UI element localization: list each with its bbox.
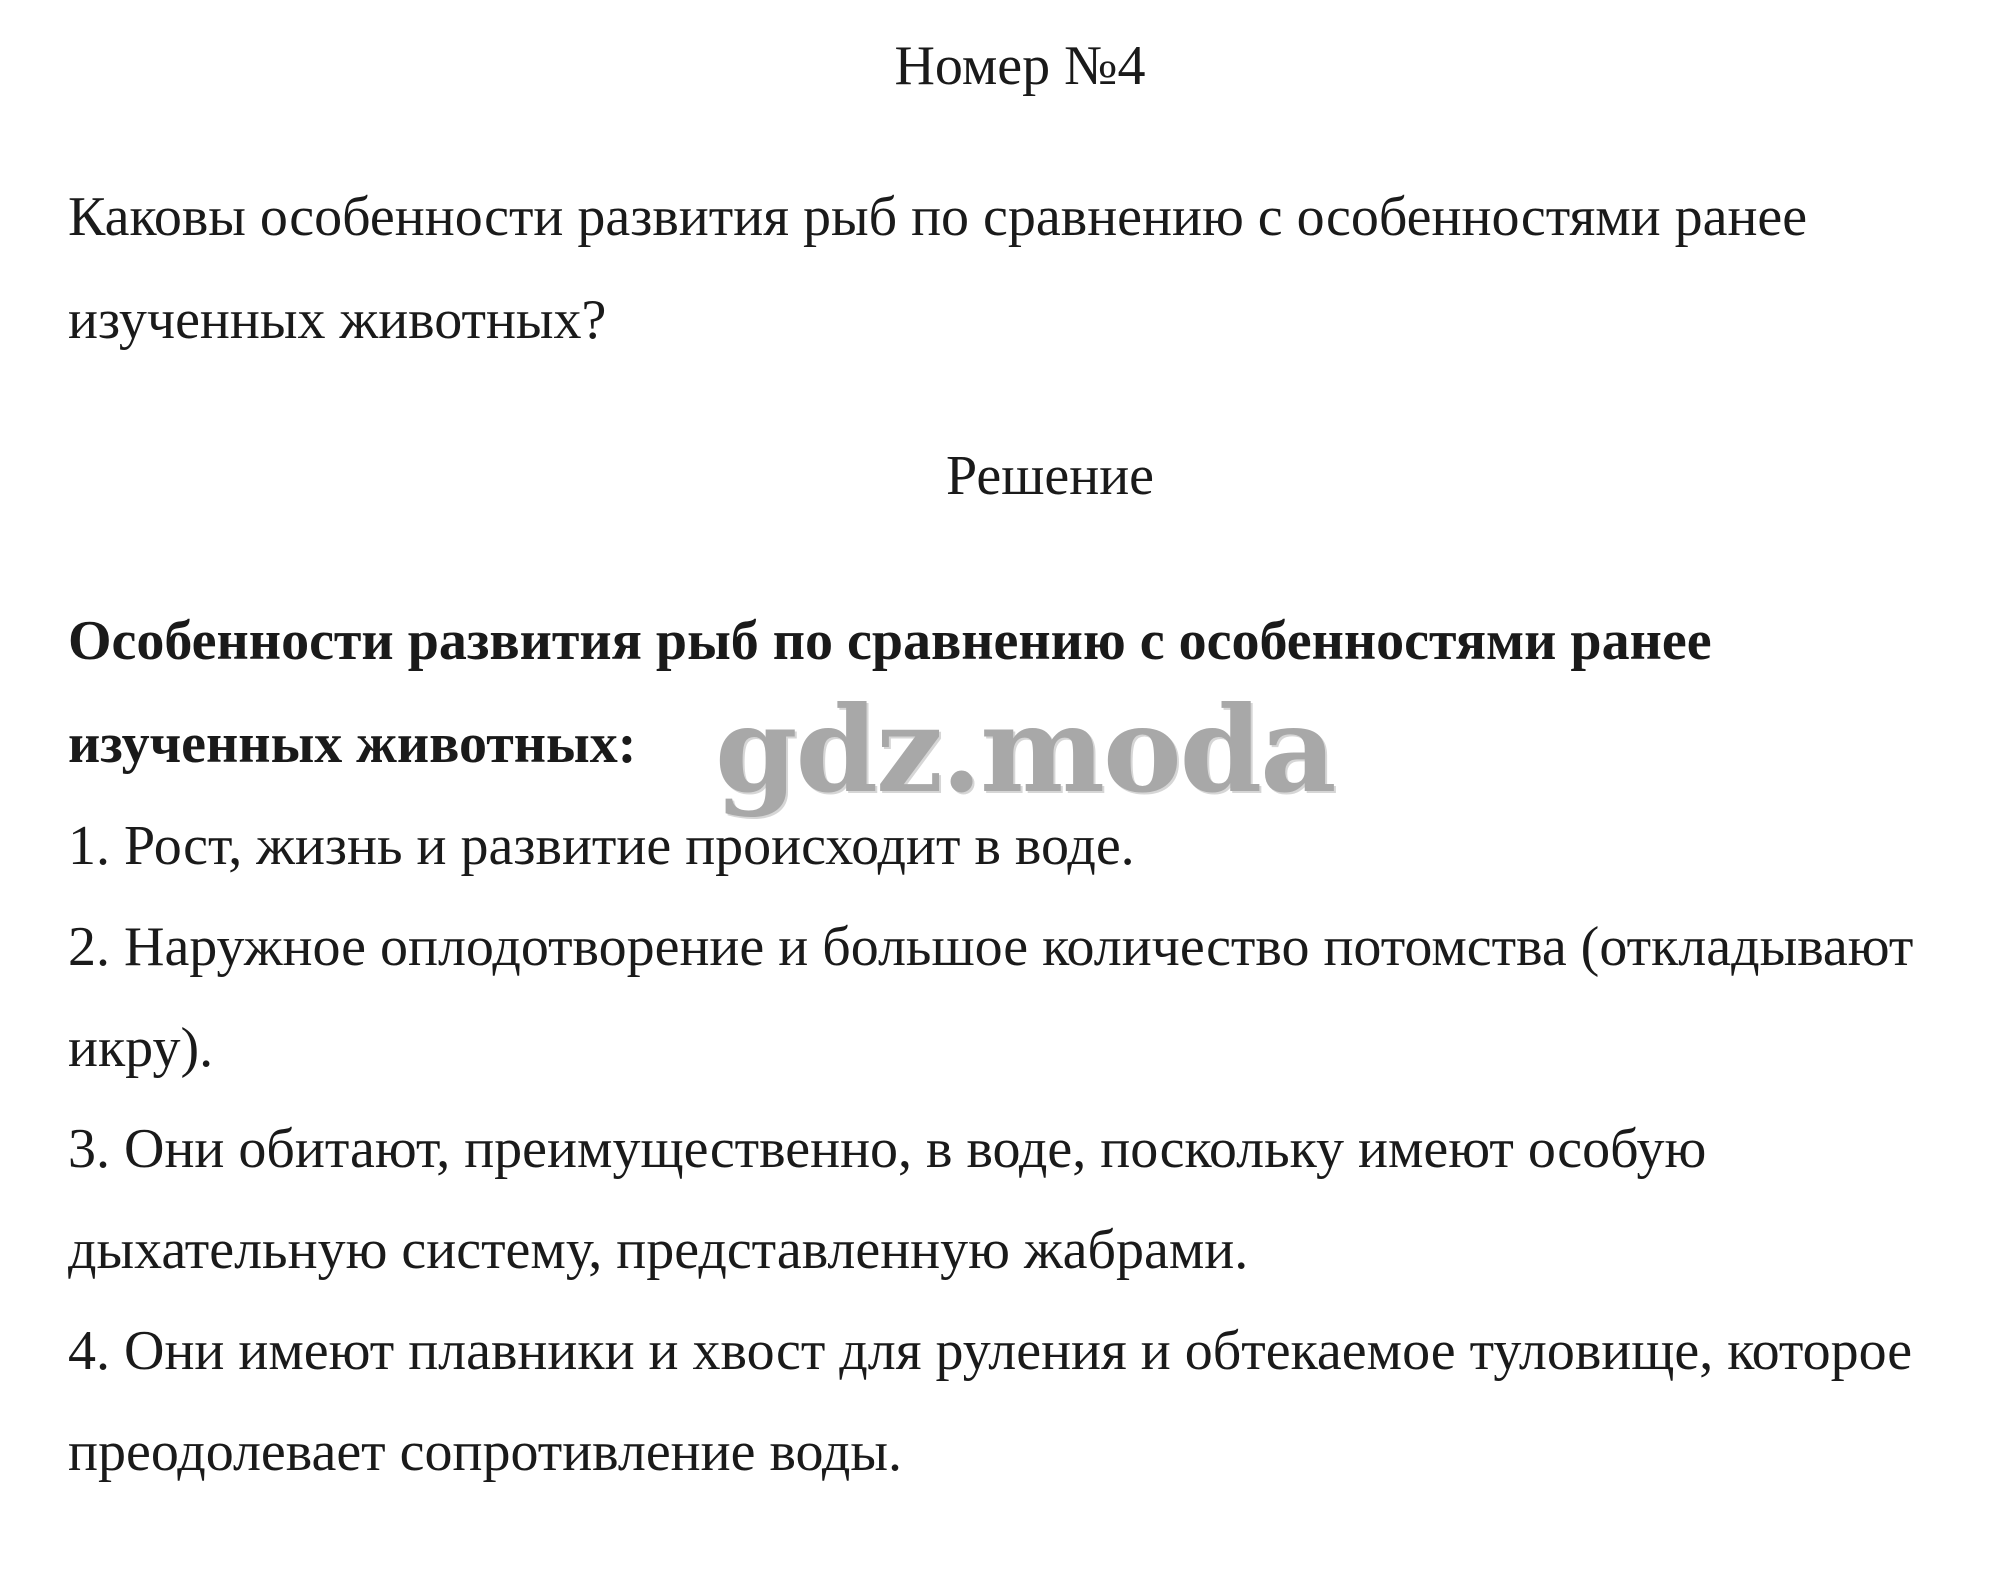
answer-item-2: 2. Наружное оплодотворение и большое количество потомства (откладывают икру). [68,916,1914,1079]
answer-item-1: 1. Рост, жизнь и развитие происходит в воде. [68,815,1135,877]
exercise-title: Номер №4 [894,35,1146,97]
solution-heading: Решение [945,445,1155,507]
question-text: Каковы особенности развития рыб по сравнению с особенностями ранее изученных животных? [68,186,1808,351]
answer-item-3: 3. Они обитают, преимущественно, в воде, поскольку имеют особую дыхательную систему, представленную жабрами. [68,1118,1707,1281]
answer-heading: Особенности развития рыб по сравнению с особенностями ранее изученных животных: [68,610,1712,775]
watermark-logo: gdz.moda [715,680,1335,819]
answer-item-4: 4. Они имеют плавники и хвост для руления и обтекаемое туловище, которое преодолевает сопротивление воды. [68,1320,1913,1483]
answer-list [68,796,1948,1503]
